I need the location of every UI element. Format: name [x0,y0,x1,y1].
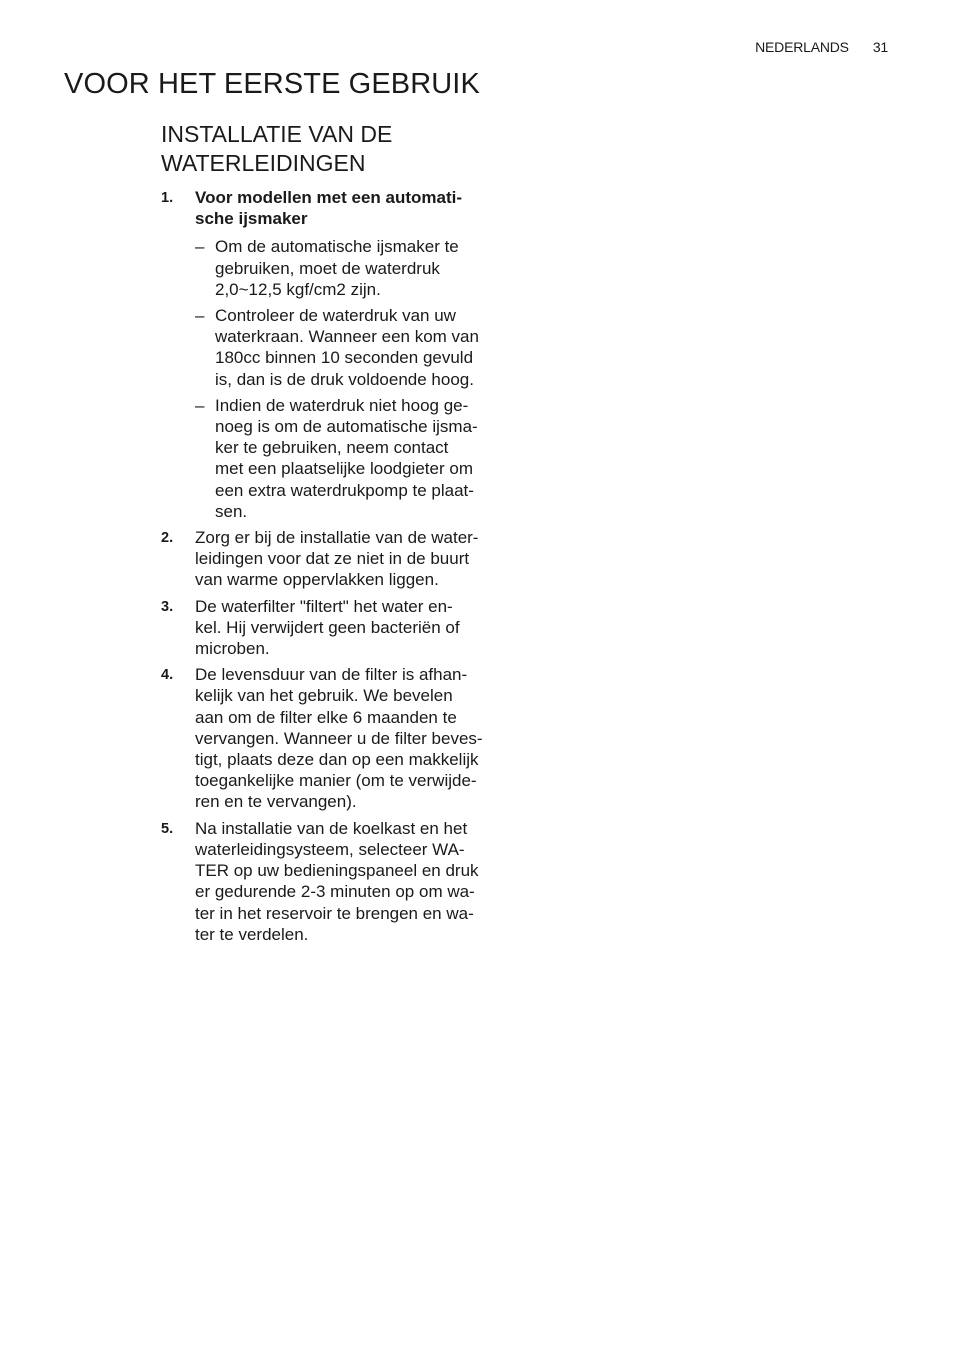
item-number: 1. [161,190,174,206]
page-header [755,39,888,55]
list-item-1 [161,187,521,522]
list-item-5 [161,818,521,945]
sub-item [195,236,521,300]
item-text: De waterfilter "filtert" het water en- kel. Hij verwijdert geen bacteriën of microben. [195,596,460,659]
page-title: VOOR HET EERSTE GEBRUIK [64,68,480,100]
dash-bullet: – [195,306,205,326]
item-text: Voor modellen met een automati- sche ijsmaker [195,188,463,229]
sub-item [195,305,521,390]
item-number: 3. [161,598,174,615]
page-number: 31 [872,39,888,55]
sub-item-text: Controleer de waterdruk van uw waterkraan. Wanneer een kom van 180cc binnen 10 seconden gevuld is, dan is de druk voldoende hoog. [215,306,479,389]
list-item-4 [161,664,521,812]
list-item-3 [161,596,521,660]
sub-item-text: Om de automatische ijsmaker te gebruiken, moet de waterdruk 2,0~12,5 kgf/cm2 zijn. [215,237,459,299]
item-number: 5. [161,820,174,837]
item-text: Zorg er bij de installatie van de water- leidingen voor dat ze niet in de buurt van warme oppervlakken liggen. [195,528,479,590]
sub-list [195,236,521,522]
installation-section [161,120,521,950]
list-item-2 [161,527,521,591]
section-title: INSTALLATIE VAN DE WATERLEIDINGEN [161,121,393,176]
sub-item-text: Indien de waterdruk niet hoog ge- noeg is om de automatische ijsma- ker te gebruiken, neem contact met een plaatselijke loodgieter om een extra waterdrukpomp te plaat- sen. [215,395,478,521]
dash-bullet: – [195,395,205,415]
item-number: 2. [161,530,174,547]
item-text: De levensduur van de filter is afhan- kelijk van het gebruik. We bevelen aan om de filter elke 6 maanden te vervangen. Wanneer u de filter beves- tigt, plaats deze dan op een makkelijk toegankelijke manier (om te verwijde- ren en te vervangen). [195,665,483,812]
sub-item [195,395,521,522]
item-text: Na installatie van de koelkast en het waterleidingsysteem, selecteer WA- TER op uw bedieningspaneel en druk er gedurende 2-3 minuten op om wa- ter in het reservoir te brengen en wa- ter te verdelen. [195,818,479,944]
item-number: 4. [161,667,174,684]
dash-bullet: – [195,237,205,257]
header-language: NEDERLANDS [755,39,849,55]
